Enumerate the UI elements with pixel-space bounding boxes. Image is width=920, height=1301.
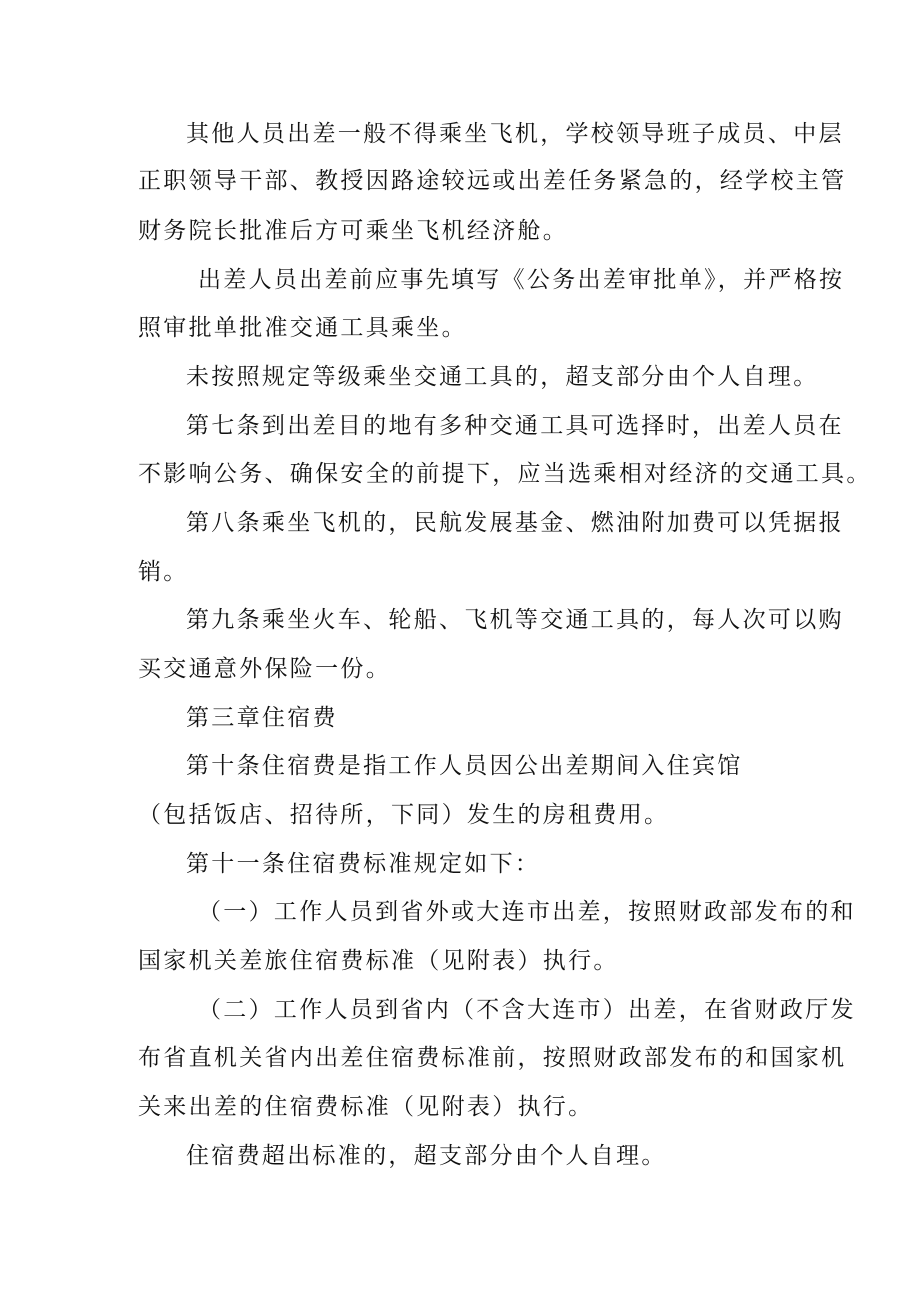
- paragraph-line-5: 照审批单批准交通工具乘坐。: [138, 315, 467, 341]
- paragraph-line-6: 未按照规定等级乘坐交通工具的，超支部分由个人自理。: [186, 364, 819, 390]
- paragraph-line-4: 出差人员出差前应事先填写《公务出差审批单》，并严格按: [198, 267, 845, 293]
- paragraph-line-21: 关来出差的住宿费标准（见附表）执行。: [138, 1094, 594, 1120]
- chapter-heading: 第三章住宿费: [186, 705, 338, 731]
- paragraph-line-16: 第十一条住宿费标准规定如下：: [186, 851, 541, 877]
- paragraph-line-3: 财务院长批准后方可乘坐飞机经济舱。: [138, 218, 569, 244]
- paragraph-line-7: 第七条到出差目的地有多种交通工具可选择时，出差人员在: [186, 413, 844, 439]
- paragraph-line-12: 买交通意外保险一份。: [138, 656, 391, 682]
- paragraph-line-1: 其他人员出差一般不得乘坐飞机，学校领导班子成员、中层: [186, 121, 844, 147]
- paragraph-line-11: 第九条乘坐火车、轮船、飞机等交通工具的，每人次可以购: [186, 607, 844, 633]
- paragraph-line-15: （包括饭店、招待所，下同）发生的房租费用。: [138, 802, 670, 828]
- paragraph-line-17: （一）工作人员到省外或大连市出差，按照财政部发布的和: [198, 899, 856, 925]
- paragraph-line-14: 第十条住宿费是指工作人员因公出差期间入住宾馆: [186, 753, 743, 779]
- paragraph-line-22: 住宿费超出标准的，超支部分由个人自理。: [186, 1143, 667, 1169]
- paragraph-line-10: 销。: [138, 559, 189, 585]
- paragraph-line-19: （二）工作人员到省内（不含大连市）出差，在省财政厅发: [198, 997, 856, 1023]
- paragraph-line-9: 第八条乘坐飞机的，民航发展基金、燃油附加费可以凭据报: [186, 510, 844, 536]
- paragraph-line-20: 布省直机关省内出差住宿费标准前，按照财政部发布的和国家机: [138, 1045, 847, 1071]
- paragraph-line-2: 正职领导干部、教授因路途较远或出差任务紧急的，经学校主管: [138, 168, 847, 194]
- paragraph-line-8: 不影响公务、确保安全的前提下，应当选乘相对经济的交通工具。: [138, 461, 872, 487]
- paragraph-line-18: 国家机关差旅住宿费标准（见附表）执行。: [138, 948, 619, 974]
